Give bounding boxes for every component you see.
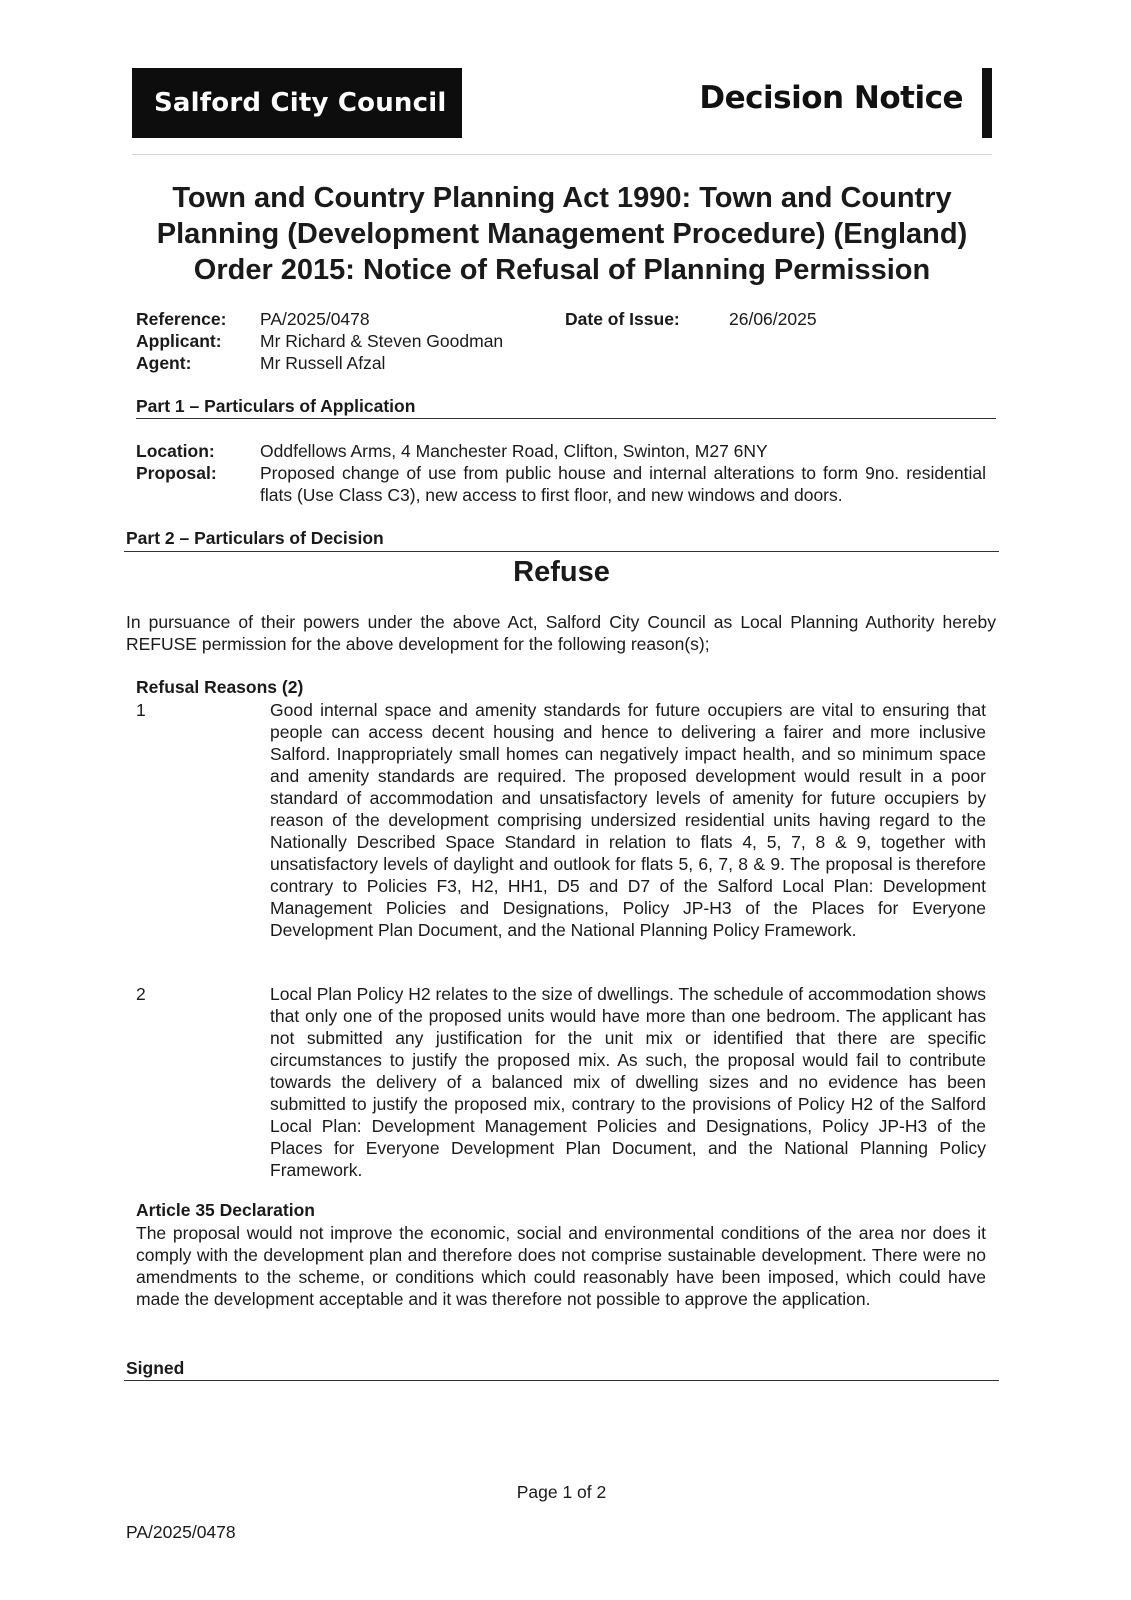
proposal-label: Proposal: (136, 463, 217, 483)
signed-divider (124, 1380, 999, 1381)
document-type: Decision Notice (699, 80, 963, 116)
reason-1-number: 1 (136, 700, 146, 720)
location-value: Oddfellows Arms, 4 Manchester Road, Clifton, Swinton, M27 6NY (260, 441, 768, 461)
reason-2-number: 2 (136, 984, 146, 1004)
title-line-1: Town and Country Planning Act 1990: Town and Country (172, 182, 952, 214)
reasons-heading: Refusal Reasons (2) (136, 677, 304, 697)
date-label: Date of Issue: (565, 309, 680, 329)
reference-value: PA/2025/0478 (260, 309, 370, 329)
decision-intro: In pursuance of their powers under the above Act, Salford City Council as Local Planning Authority hereby REFUSE permission for the above development for the following reason(s); (126, 612, 996, 654)
part2-heading: Part 2 – Particulars of Decision (126, 528, 384, 548)
agent-value: Mr Russell Afzal (260, 353, 386, 373)
part1-divider (136, 418, 996, 419)
header-accent-bar (982, 68, 992, 138)
applicant-value: Mr Richard & Steven Goodman (260, 331, 504, 351)
council-logo: Salford City Council (132, 68, 462, 138)
location-label: Location: (136, 441, 215, 461)
reason-2-text: Local Plan Policy H2 relates to the size of dwellings. The schedule of accommodation shows that only one of the proposed units would have more than one bedroom. The applicant has not submitted any justification for the unit mix or identified that there are specific circumstances to justify the proposed mix. As such, the proposal would fail to contribute towards the delivery of a balanced mix of dwelling sizes and no evidence has been submitted to justify the proposed mix, contrary to the provisions of Policy H2 of the Salford Local Plan: Development Management Policies and Designations, Policy JP-H3 of the Places for Everyone Development Plan Document, and the National Planning Policy Framework. (270, 984, 986, 1180)
reason-1-text: Good internal space and amenity standards for future occupiers are vital to ensuring that people can access decent housing and hence to delivering a fairer and more inclusive Salford. Inappropriately small homes can negatively impact health, and so minimum space and amenity standards are required. The proposed development would result in a poor standard of accommodation and unsatisfactory levels of amenity for future occupiers by reason of the development comprising undersized residential units having regard to the Nationally Described Space Standard in relation to flats 4, 5, 7, 8 & 9, together with unsatisfactory levels of daylight and outlook for flats 5, 6, 7, 8 & 9. The proposal is therefore contrary to Policies F3, H2, HH1, D5 and D7 of the Salford Local Plan: Development Management Policies and Designations, Policy JP-H3 of the Places for Everyone Development Plan Document, and the National Planning Policy Framework. (270, 700, 986, 940)
page-number: Page 1 of 2 (516, 1482, 607, 1502)
title-line-2: Planning (Development Management Procedure) (England) (156, 218, 968, 250)
article35-heading: Article 35 Declaration (136, 1200, 315, 1220)
reference-label: Reference: (136, 309, 227, 329)
applicant-label: Applicant: (136, 331, 222, 351)
article35-text: The proposal would not improve the economic, social and environmental conditions of the area nor does it comply with the development plan and therefore does not comprise sustainable development. There were no amendments to the scheme, or conditions which could reasonably have been imposed, which could have made the development acceptable and it was therefore not possible to approve the application. (136, 1223, 986, 1309)
title-line-3: Order 2015: Notice of Refusal of Planning Permission (193, 254, 931, 286)
decision-title: Refuse (513, 556, 610, 588)
part1-heading: Part 1 – Particulars of Application (136, 396, 416, 416)
header-divider (132, 154, 992, 155)
footer-reference: PA/2025/0478 (126, 1522, 236, 1542)
signed-heading: Signed (126, 1358, 185, 1378)
page-title (132, 180, 992, 288)
agent-label: Agent: (136, 353, 192, 373)
proposal-value: Proposed change of use from public house and internal alterations to form 9no. residential flats (Use Class C3), new access to first floor, and new windows and doors. (260, 463, 986, 505)
date-value: 26/06/2025 (729, 309, 817, 329)
